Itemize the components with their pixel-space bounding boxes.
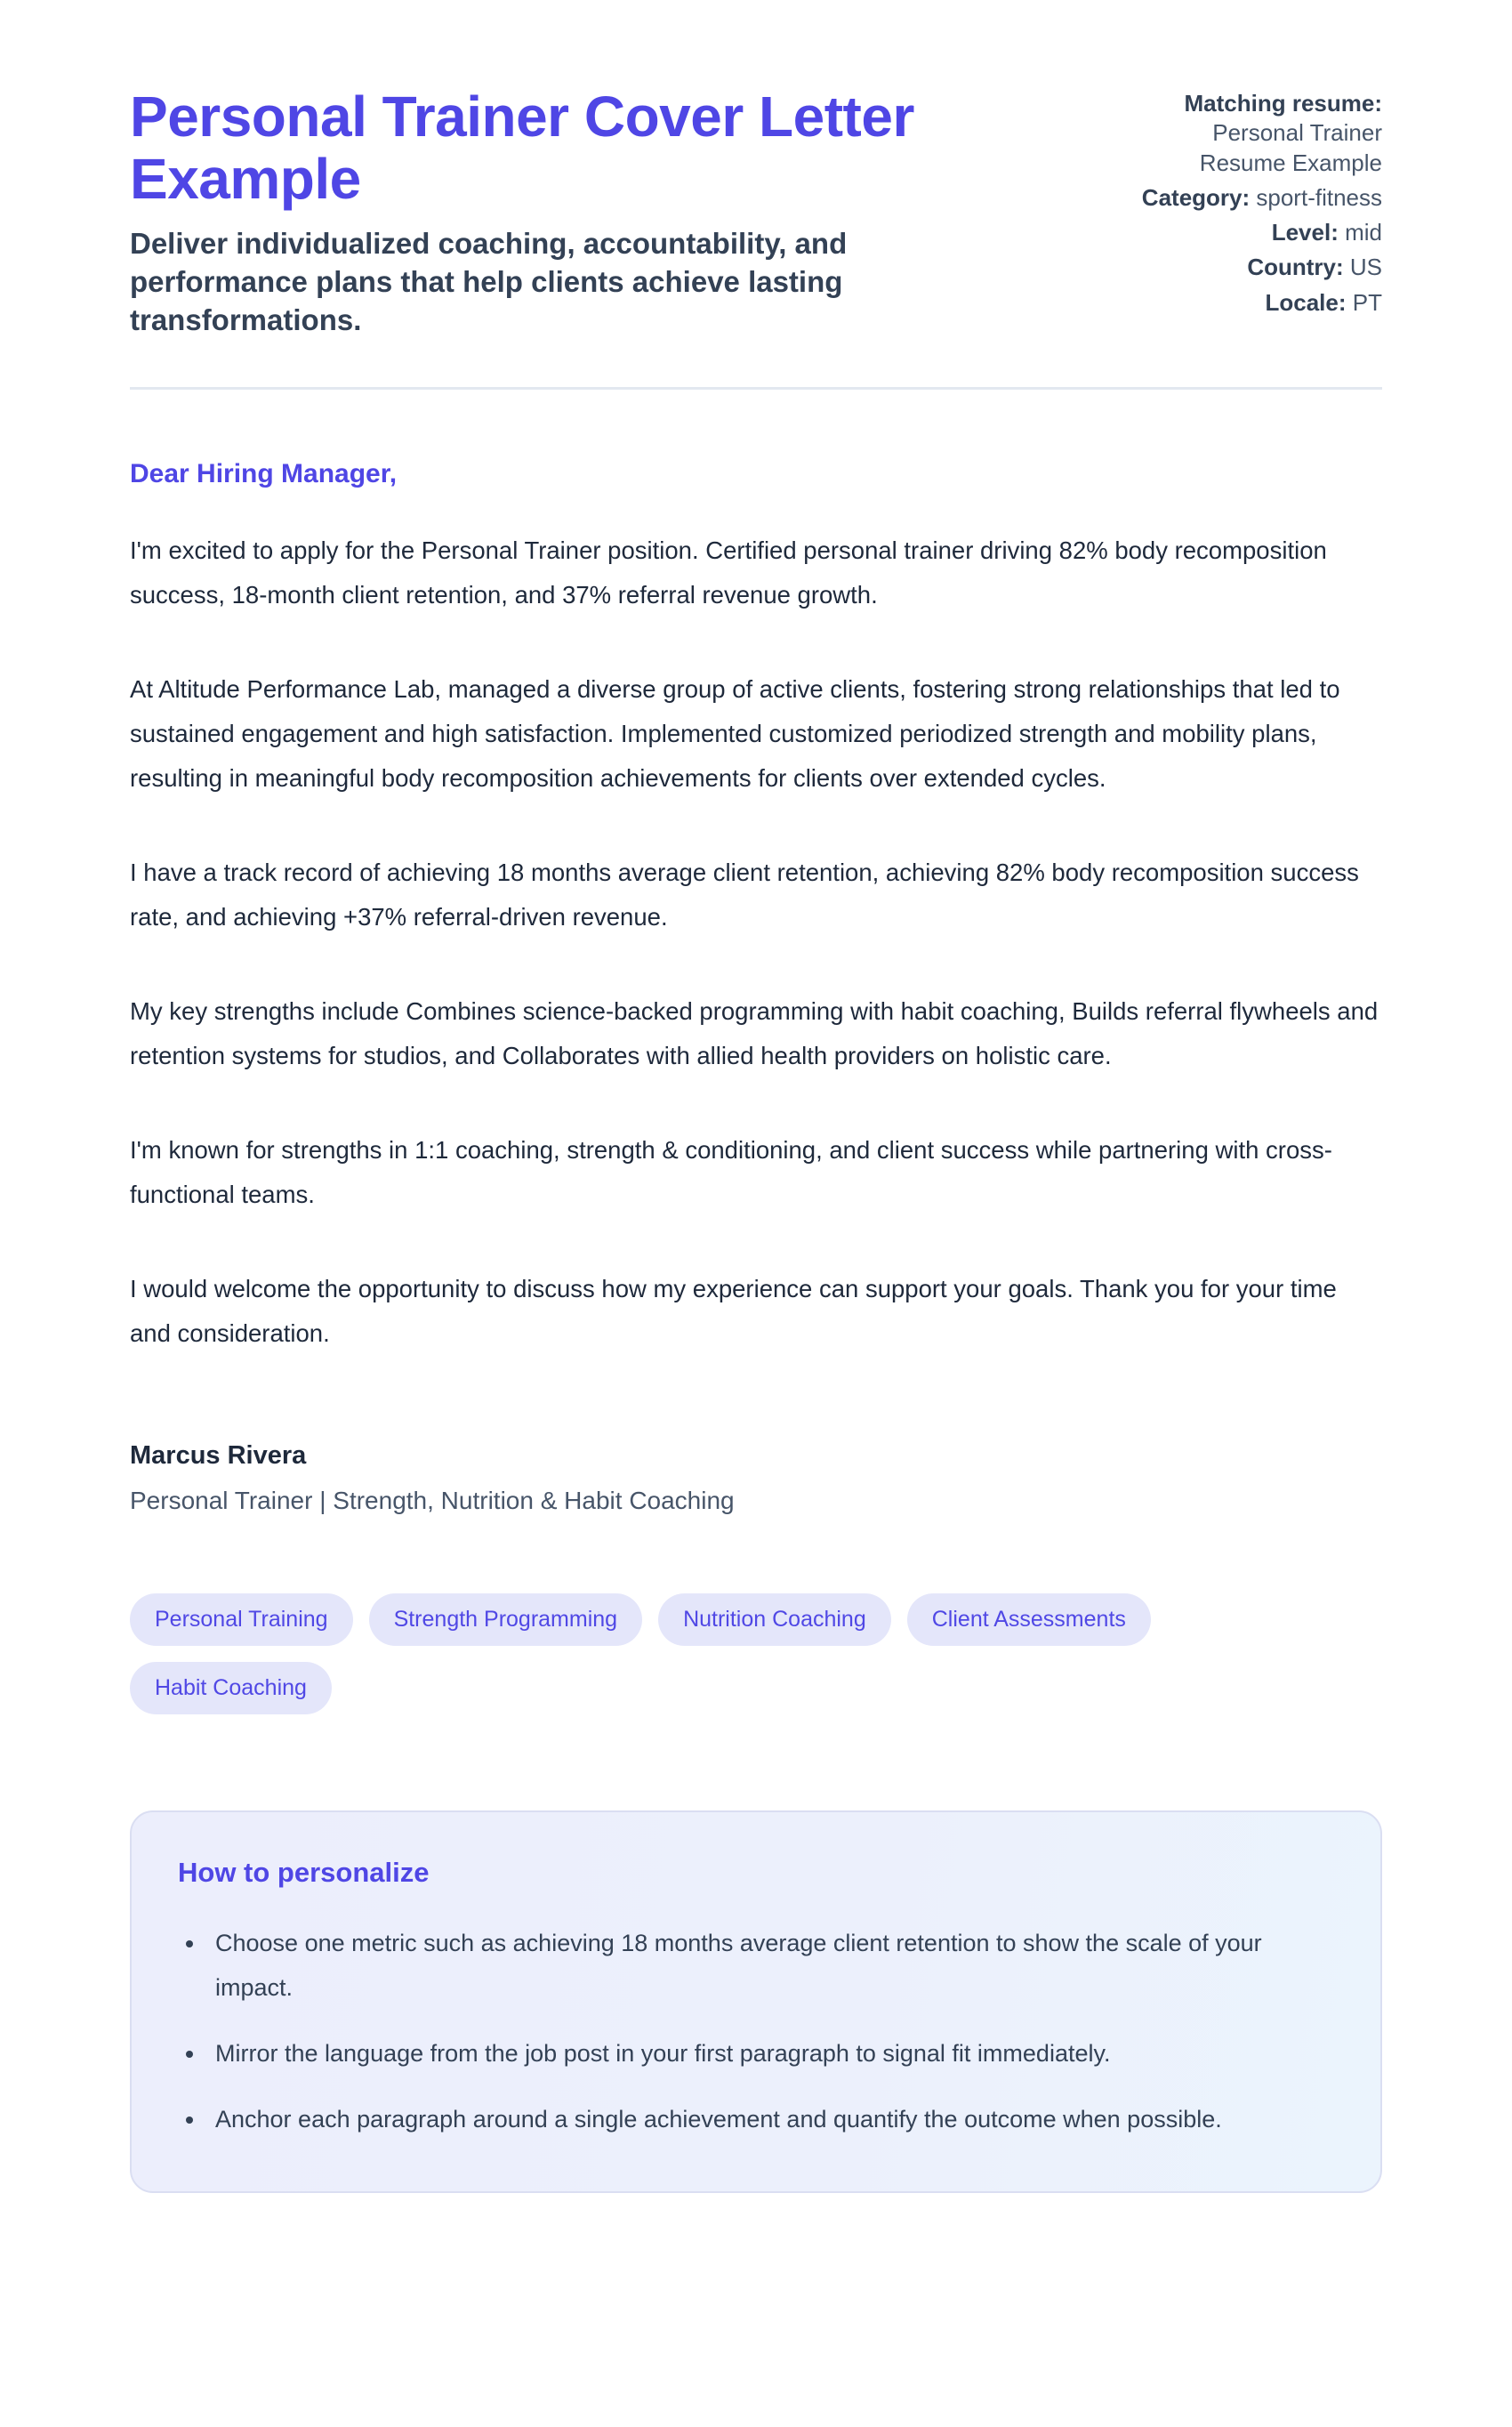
skill-tag: Personal Training: [130, 1593, 353, 1646]
letter-paragraph: I'm known for strengths in 1:1 coaching, strength & conditioning, and client success while partnering with cross-functional teams.: [130, 1136, 1332, 1209]
letter-paragraph: I have a track record of achieving 18 months average client retention, achieving 82% body recomposition success rate, and achieving +37% referral-driven revenue.: [130, 859, 1359, 931]
meta-label-level: Level:: [1271, 219, 1339, 246]
how-to-personalize-box: [130, 1810, 1382, 2193]
meta-value-category: sport-fitness: [1256, 183, 1382, 211]
letter-paragraph: I'm excited to apply for the Personal Trainer position. Certified personal trainer driving 82% body recomposition success, 18-month client retention, and 37% referral revenue growth.: [130, 536, 1327, 609]
meta-row-level: [1140, 218, 1382, 247]
page-header: [130, 85, 1382, 339]
header-title-block: [130, 85, 1028, 339]
skill-tag-list: [130, 1593, 1197, 1714]
resume-meta-block: [1140, 85, 1382, 323]
skill-tag: Strength Programming: [369, 1593, 643, 1646]
letter-greeting: Dear Hiring Manager,: [130, 459, 398, 489]
tip-item: • Mirror the language from the job post in your first paragraph to signal fit immediately.: [206, 2031, 1334, 2076]
letter-body: [130, 459, 1382, 1515]
skill-tag: Habit Coaching: [130, 1662, 332, 1714]
letter-paragraph: At Altitude Performance Lab, managed a diverse group of active clients, fostering strong relationships that led to sustained engagement and high satisfaction. Implemented customized periodized strength and mobility plans, resulting in meaningful body recomposition achievements for clients over extended cycles.: [130, 675, 1340, 793]
meta-row-country: [1140, 253, 1382, 282]
meta-row-category: [1140, 183, 1382, 213]
header-divider: [130, 387, 1382, 390]
signature-role: Personal Trainer | Strength, Nutrition & Habit Coaching: [130, 1487, 735, 1515]
meta-row-matching-resume: [1140, 89, 1382, 178]
meta-label-matching-resume: Matching resume:: [1184, 90, 1382, 117]
meta-label-country: Country:: [1247, 254, 1344, 281]
meta-row-locale: [1140, 288, 1382, 318]
meta-label-locale: Locale:: [1265, 288, 1347, 316]
meta-value-locale: PT: [1352, 288, 1382, 316]
meta-label-category: Category:: [1141, 183, 1251, 211]
tipbox-list: [178, 1921, 1334, 2141]
tipbox-heading: How to personalize: [178, 1857, 430, 1889]
meta-value-matching-resume: Personal Trainer Resume Example: [1199, 119, 1382, 176]
page-title: Personal Trainer Cover Letter Example: [130, 85, 914, 212]
skill-tag: Nutrition Coaching: [658, 1593, 891, 1646]
tip-item: • Choose one metric such as achieving 18 months average client retention to show the scale of your impact.: [206, 1921, 1334, 2010]
tip-item: • Anchor each paragraph around a single achievement and quantify the outcome when possible.: [206, 2097, 1334, 2141]
letter-paragraph: I would welcome the opportunity to discuss how my experience can support your goals. Thank you for your time and consideration.: [130, 1275, 1337, 1348]
skill-tag: Client Assessments: [907, 1593, 1151, 1646]
cover-letter-page: [130, 0, 1382, 2282]
meta-value-level: mid: [1345, 219, 1382, 246]
signature-name: Marcus Rivera: [130, 1441, 307, 1471]
meta-value-country: US: [1349, 254, 1382, 281]
letter-paragraph: My key strengths include Combines science-backed programming with habit coaching, Builds referral flywheels and retention systems for studios, and Collaborates with allied health providers on holistic care.: [130, 997, 1379, 1070]
page-subtitle: Deliver individualized coaching, accountability, and performance plans that help clients achieve lasting transformations.: [130, 226, 848, 336]
